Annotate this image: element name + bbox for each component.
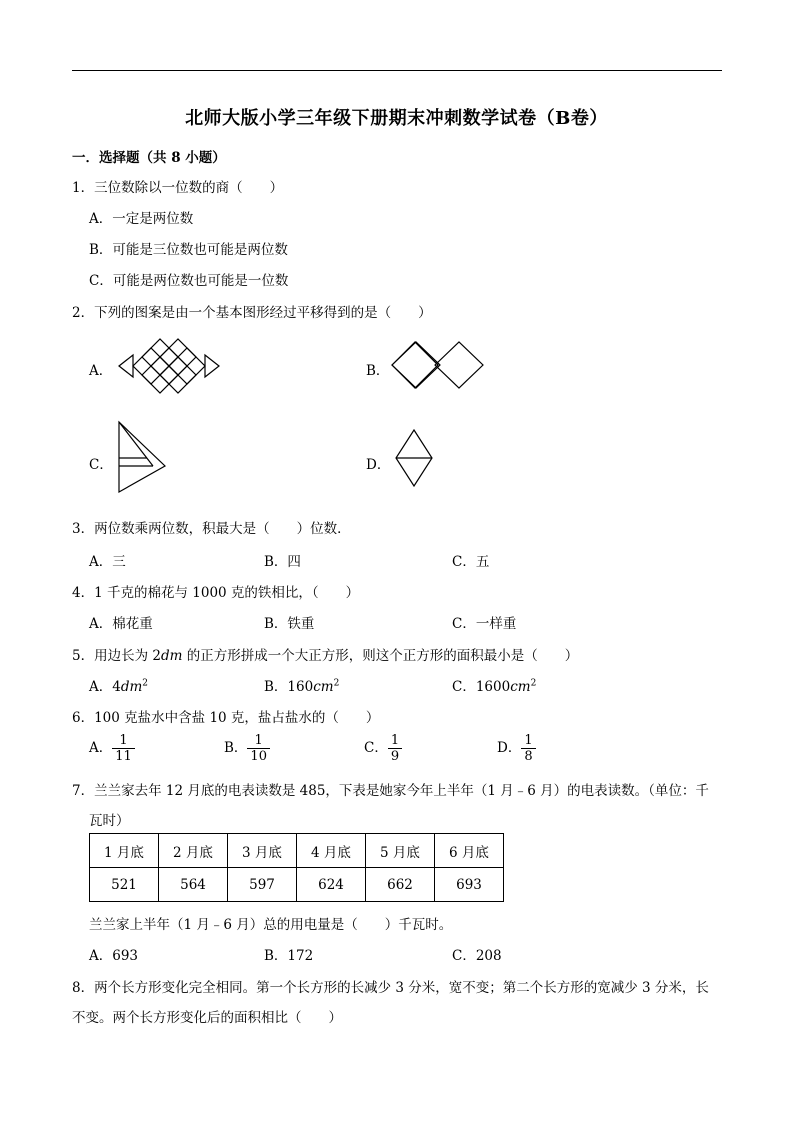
q5-stem-unit: dm xyxy=(160,648,183,664)
q7-stem-line2: 瓦时） xyxy=(89,813,130,829)
section-heading: 一．选择题（共 8 小题） xyxy=(72,150,226,166)
q6-c-fraction xyxy=(388,733,402,764)
q6-a-fraction xyxy=(112,733,135,764)
q3-option-b[interactable]: B．四 xyxy=(264,554,301,570)
q2-option-c[interactable]: C． xyxy=(89,457,113,473)
q5-stem-post: 的正方形拼成一个大正方形，则这个正方形的面积最小是（ ） xyxy=(182,648,579,664)
q2-option-a[interactable]: A． xyxy=(89,363,113,379)
q2-figure-d xyxy=(394,428,436,490)
q1-option-c[interactable]: C．可能是两位数也可能是一位数 xyxy=(89,273,289,289)
q2-stem: 2．下列的图案是由一个基本图形经过平移得到的是（ ） xyxy=(72,305,432,321)
table-cell: 521 xyxy=(90,868,159,902)
q7-option-c[interactable]: C．208 xyxy=(452,948,502,964)
table-cell: 662 xyxy=(366,868,435,902)
q2-figure-c xyxy=(113,418,173,500)
q7-stem-line1: 7．兰兰家去年 12 月底的电表读数是 485，下表是她家今年上半年（1 月﹣6 月）的电表读数。（单位：千 xyxy=(72,783,709,799)
q5-stem-pre: 5．用边长为 2 xyxy=(72,648,161,664)
q6-a-numerator: 1 xyxy=(112,733,135,749)
q5-option-a[interactable] xyxy=(89,675,148,695)
q6-b-numerator: 1 xyxy=(247,733,270,749)
q5-option-c[interactable] xyxy=(452,675,536,695)
q7-option-a[interactable]: A．693 xyxy=(89,948,139,964)
q8-stem-line1: 8．两个长方形变化完全相同。第一个长方形的长减少 3 分米，宽不变；第二个长方形的宽减少 3 分米，长 xyxy=(72,980,709,996)
q7-question: 兰兰家上半年（1 月﹣6 月）总的用电量是（ ）千瓦时。 xyxy=(89,917,453,933)
q2-figure-b xyxy=(390,340,500,390)
q5-stem xyxy=(72,644,578,664)
q6-b-label: B． xyxy=(224,740,248,756)
q6-c-denominator: 9 xyxy=(390,749,400,764)
q6-b-denominator: 10 xyxy=(250,749,267,764)
q4-option-c[interactable]: C．一样重 xyxy=(452,616,517,632)
page-title: 北师大版小学三年级下册期末冲刺数学试卷（B卷） xyxy=(185,108,608,129)
q4-option-a[interactable]: A．棉花重 xyxy=(89,616,153,632)
q6-b-fraction xyxy=(247,733,270,764)
table-header-cell: 4 月底 xyxy=(297,834,366,868)
table-row xyxy=(90,868,504,902)
table-cell: 564 xyxy=(159,868,228,902)
q6-option-d[interactable] xyxy=(497,733,536,764)
q1-option-a[interactable]: A．一定是两位数 xyxy=(89,211,194,227)
q6-option-a[interactable] xyxy=(89,733,135,764)
q5-b-label: B．160 xyxy=(264,679,314,695)
q6-a-denominator: 11 xyxy=(115,749,132,764)
q2-figure-a xyxy=(113,333,231,399)
q6-d-denominator: 8 xyxy=(524,749,533,764)
header-rule xyxy=(72,70,722,71)
q5-a-label: A．4 xyxy=(89,679,121,695)
q3-option-a[interactable]: A．三 xyxy=(89,554,126,570)
table-cell: 693 xyxy=(435,868,504,902)
meter-reading-table xyxy=(89,833,504,902)
q4-stem: 4．1 千克的棉花与 1000 克的铁相比，（ ） xyxy=(72,585,360,601)
q2-option-b[interactable]: B． xyxy=(366,363,390,379)
table-cell: 624 xyxy=(297,868,366,902)
q5-a-exp: 2 xyxy=(142,678,149,689)
q3-option-c[interactable]: C．五 xyxy=(452,554,490,570)
q6-a-label: A． xyxy=(89,740,113,756)
q6-option-b[interactable] xyxy=(224,733,270,764)
q5-a-unit: dm xyxy=(120,679,143,695)
q4-option-b[interactable]: B．铁重 xyxy=(264,616,315,632)
q6-option-c[interactable] xyxy=(364,733,402,764)
table-header-row xyxy=(90,834,504,868)
q1-stem: 1．三位数除以一位数的商（ ） xyxy=(72,180,284,196)
q5-b-unit: cm xyxy=(313,679,334,695)
q5-c-exp: 2 xyxy=(530,678,537,689)
q6-c-numerator: 1 xyxy=(388,733,402,749)
table-header-cell: 6 月底 xyxy=(435,834,504,868)
q6-c-label: C． xyxy=(364,740,388,756)
table-header-cell: 2 月底 xyxy=(159,834,228,868)
q5-option-b[interactable] xyxy=(264,675,339,695)
q6-stem: 6．100 克盐水中含盐 10 克，盐占盐水的（ ） xyxy=(72,710,380,726)
q5-b-exp: 2 xyxy=(333,678,340,689)
q1-option-b[interactable]: B．可能是三位数也可能是两位数 xyxy=(89,242,288,258)
q8-stem-line2: 不变。两个长方形变化后的面积相比（ ） xyxy=(72,1010,342,1026)
q5-c-label: C．1600 xyxy=(452,679,511,695)
q3-stem: 3．两位数乘两位数，积最大是（ ）位数． xyxy=(72,521,351,537)
q2-option-d[interactable]: D． xyxy=(366,457,391,473)
q6-d-numerator: 1 xyxy=(521,733,535,749)
q5-c-unit: cm xyxy=(510,679,531,695)
q7-option-b[interactable]: B．172 xyxy=(264,948,314,964)
table-header-cell: 5 月底 xyxy=(366,834,435,868)
q6-d-fraction xyxy=(521,733,535,764)
table-header-cell: 1 月底 xyxy=(90,834,159,868)
table-cell: 597 xyxy=(228,868,297,902)
table-header-cell: 3 月底 xyxy=(228,834,297,868)
q6-d-label: D． xyxy=(497,740,522,756)
